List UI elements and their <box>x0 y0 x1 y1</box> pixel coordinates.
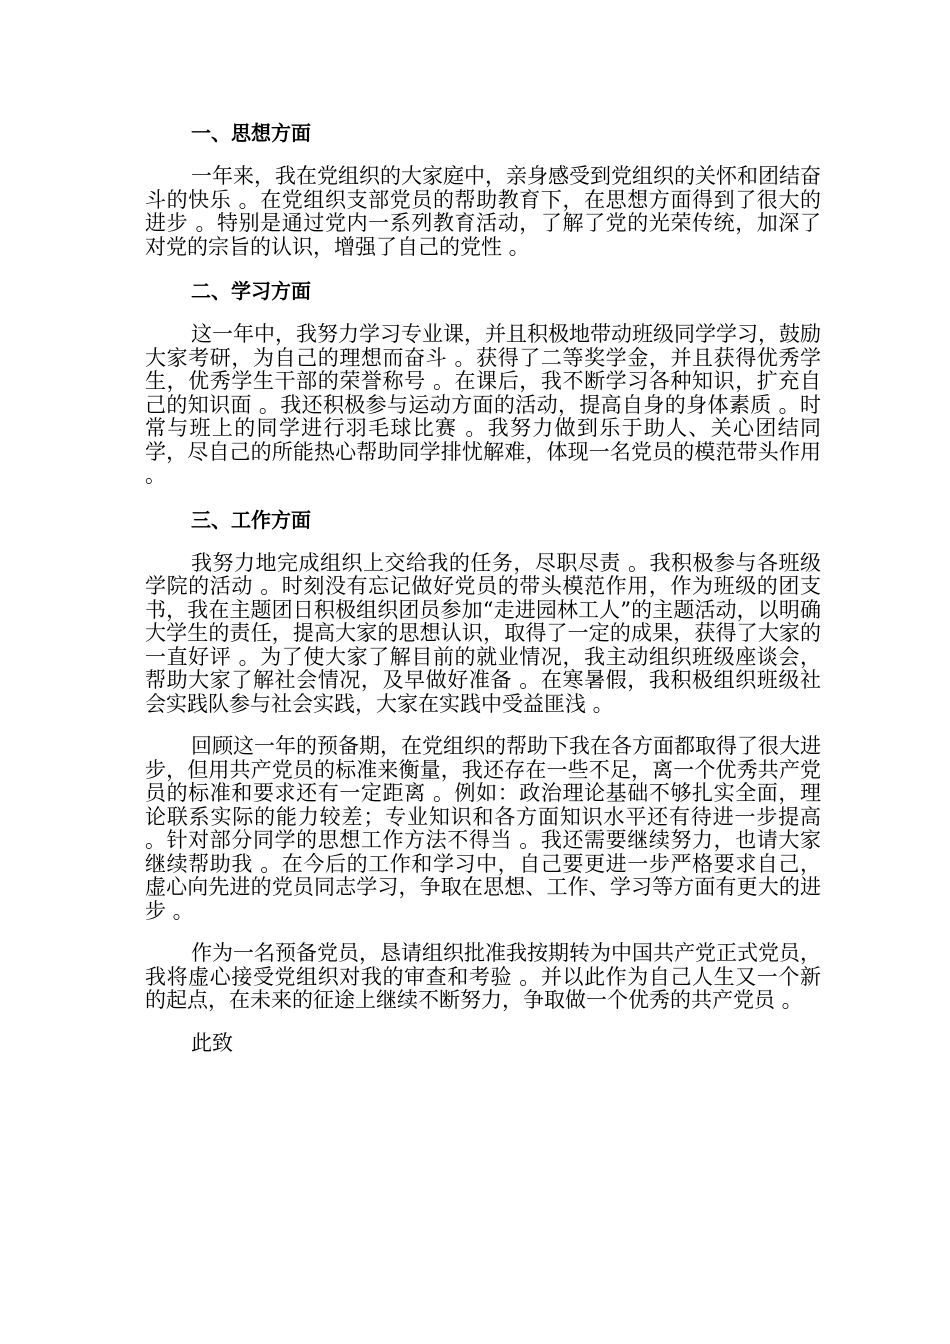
paragraph-thought: 一年来，我在党组织的大家庭中，亲身感受到党组织的关怀和团结奋斗的快乐 。在党组织支部党员的帮助教育下，在思想方面得到了很大的进步 。特别是通过党内一系列教育活动，了解了党的光荣传统，加深了对党的宗旨的认识，增强了自己的党性 。 <box>145 164 821 259</box>
paragraph-request: 作为一名预备党员，恳请组织批准我按期转为中国共产党正式党员，我将虚心接受党组织对我的审查和考验 。并以此作为自己人生又一个新的起点，在未来的征途上继续不断努力，争取做一个优秀的共产党员 。 <box>145 941 821 1012</box>
section-heading-work: 三、工作方面 <box>191 507 311 532</box>
document-page <box>145 120 821 1055</box>
paragraph-work: 我努力地完成组织上交给我的任务，尽职尽责 。我积极参与各班级学院的活动 。时刻没有忘记做好党员的带头模范作用，作为班级的团支书，我在主题团日积极组织团员参加“走进园林工人”的主题活动，以明确大学生的责任，提高大家的思想认识，取得了一定的成果，获得了大家的一直好评 。为了使大家了解目前的就业情况，我主动组织班级座谈会，帮助大家了解社会情况，及早做好准备 。在寒暑假，我积极组织班级社会实践队参与社会实践，大家在实践中受益匪浅 。 <box>145 550 821 716</box>
paragraph-study: 这一年中，我努力学习专业课，并且积极地带动班级同学学习，鼓励大家考研，为自己的理想而奋斗 。获得了二等奖学金，并且获得优秀学生，优秀学生干部的荣誉称号 。在课后，我不断学习各种知识，扩充自己的知识面 。我还积极参与运动方面的活动，提高自身的身体素质 。时常与班上的同学进行羽毛球比赛 。我努力做到乐于助人、关心团结同学，尽自己的所能热心帮助同学排忧解难，体现一名党员的模范带头作用 。 <box>145 322 821 487</box>
section-heading-study: 二、学习方面 <box>191 279 311 303</box>
paragraph-review: 回顾这一年的预备期，在党组织的帮助下我在各方面都取得了很大进步，但用共产党员的标准来衡量，我还存在一些不足，离一个优秀共产党员的标准和要求还有一定距离 。例如：政治理论基础不够扎实全面，理论联系实际的能力较差；专业知识和各方面知识水平还有待进一步提高 。针对部分同学的思想工作方法不得当 。我还需要继续努力，也请大家继续帮助我 。在今后的工作和学习中，自己要更进一步严格要求自己，虚心向先进的党员同志学习，争取在思想、工作、学习等方面有更大的进步 。 <box>145 734 821 923</box>
section-heading-thought: 一、思想方面 <box>191 121 311 145</box>
closing-salutation: 此致 <box>191 1030 233 1055</box>
